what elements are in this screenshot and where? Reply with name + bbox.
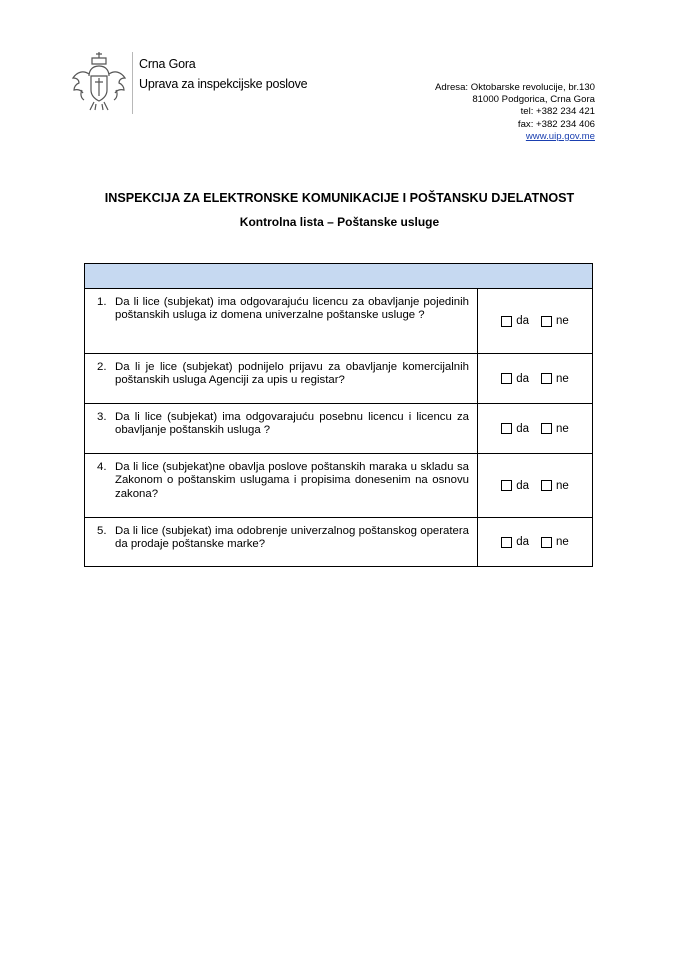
table-row xyxy=(85,454,592,518)
question-cell xyxy=(85,354,478,403)
answer-cell xyxy=(478,289,592,353)
question-number: 4. xyxy=(97,461,107,473)
phone-line: tel: +382 234 421 xyxy=(520,106,595,118)
yes-label: da xyxy=(516,372,529,385)
address-line: Adresa: Oktobarske revolucije, br.130 xyxy=(435,82,595,93)
answer-cell xyxy=(478,454,592,517)
yes-label: da xyxy=(516,315,529,327)
question-cell xyxy=(85,518,478,566)
website-link[interactable]: www.uip.gov.me xyxy=(525,130,595,142)
question-text: Da li lice (subjekat) ima odobrenje univerzalnog poštanskog operatera da prodaje poštanske marke? xyxy=(115,525,469,551)
answer-cell xyxy=(478,354,592,403)
fax-line: fax: +382 234 406 xyxy=(517,118,595,130)
yes-label: da xyxy=(516,422,529,435)
question-text: Da li je lice (subjekat) podnijelo prijavu za obavljanje komercijalnih poštanskih usluga Agenciji za upis u registar? xyxy=(115,361,469,387)
page-subtitle: Kontrolna lista – Poštanske usluge xyxy=(239,215,440,229)
question-cell xyxy=(85,404,478,453)
no-checkbox[interactable] xyxy=(541,373,552,384)
address-line: 81000 Podgorica, Crna Gora xyxy=(472,94,595,106)
table-row xyxy=(85,518,592,567)
question-text: Da li lice (subjekat) ima odgovarajuću posebnu licencu i licencu za obavljanje poštanskih usluga ? xyxy=(115,411,469,437)
no-checkbox[interactable] xyxy=(541,423,552,434)
no-label: ne xyxy=(556,536,569,548)
no-label: ne xyxy=(556,422,569,435)
question-number: 5. xyxy=(97,525,107,537)
question-text: Da li lice (subjekat)ne obavlja poslove poštanskih maraka u skladu sa Zakonom o poštanskim uslugama i propisima donesenim na osnovu zakona? xyxy=(115,461,469,500)
answer-cell xyxy=(478,404,592,453)
yes-checkbox[interactable] xyxy=(501,480,512,491)
agency-name: Uprava za inspekcijske poslove xyxy=(139,77,308,91)
yes-checkbox[interactable] xyxy=(501,316,512,327)
table-header xyxy=(85,264,592,289)
answer-cell xyxy=(478,518,592,566)
checklist-table xyxy=(84,263,593,567)
question-number: 3. xyxy=(97,411,107,423)
no-checkbox[interactable] xyxy=(541,316,552,327)
table-row xyxy=(85,354,592,404)
yes-label: da xyxy=(516,536,529,548)
question-cell xyxy=(85,289,478,353)
yes-checkbox[interactable] xyxy=(501,373,512,384)
question-number: 2. xyxy=(97,361,107,373)
no-checkbox[interactable] xyxy=(541,480,552,491)
coat-of-arms-icon xyxy=(70,50,128,112)
country-name: Crna Gora xyxy=(139,57,196,71)
question-text: Da li lice (subjekat) ima odgovarajuću licencu za obavljanje pojedinih poštanskih usluga iz domena univerzalne poštanske usluge ? xyxy=(115,296,469,322)
page-title: INSPEKCIJA ZA ELEKTRONSKE KOMUNIKACIJE I POŠTANSKU DJELATNOST xyxy=(104,191,575,205)
table-row xyxy=(85,289,592,354)
no-label: ne xyxy=(556,315,569,327)
header-divider xyxy=(132,52,133,114)
yes-checkbox[interactable] xyxy=(501,423,512,434)
address-block xyxy=(435,82,595,143)
question-number: 1. xyxy=(97,296,107,308)
question-cell xyxy=(85,454,478,517)
no-label: ne xyxy=(556,479,569,492)
no-label: ne xyxy=(556,372,569,385)
yes-checkbox[interactable] xyxy=(501,537,512,548)
yes-label: da xyxy=(516,479,529,492)
table-row xyxy=(85,404,592,454)
no-checkbox[interactable] xyxy=(541,537,552,548)
